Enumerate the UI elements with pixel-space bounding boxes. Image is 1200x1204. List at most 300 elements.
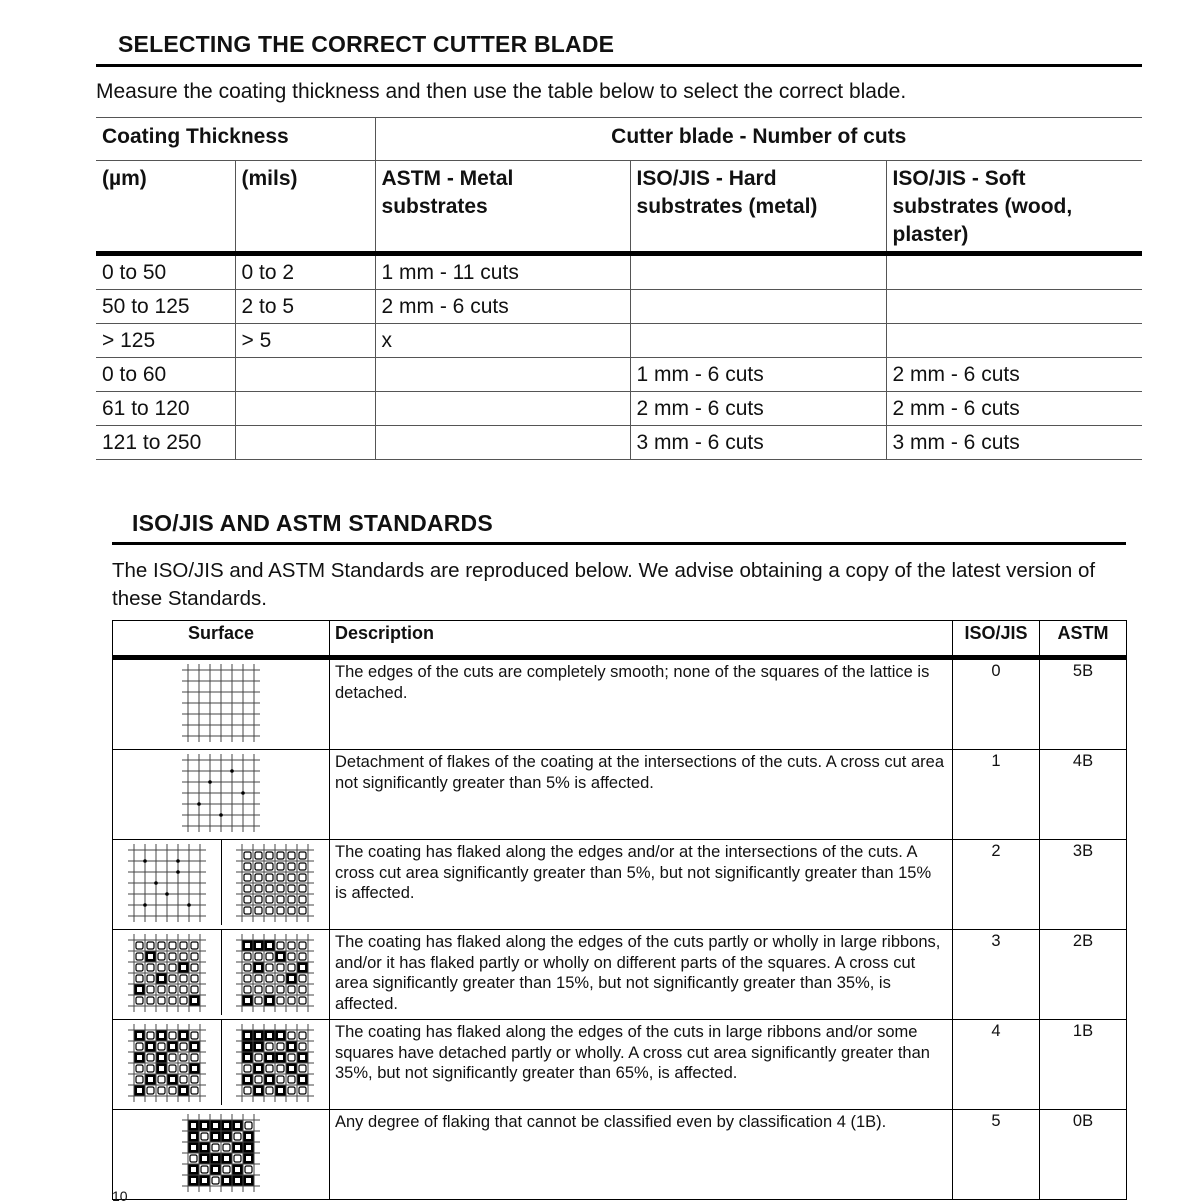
lattice-square	[169, 1054, 176, 1061]
lattice-square-remnant	[235, 1123, 240, 1128]
blade-table-header-row-1	[96, 118, 1142, 161]
lattice-square	[244, 964, 251, 971]
lattice-square-remnant	[256, 1044, 261, 1049]
lattice-intersection-flake	[143, 859, 147, 863]
lattice-square-remnant	[191, 1134, 196, 1139]
lattice-square	[288, 896, 295, 903]
cell-iso-soft	[886, 324, 1142, 358]
lattice-square	[244, 863, 251, 870]
cell-mils	[235, 358, 375, 392]
lattice-square	[299, 1065, 306, 1072]
lattice-intersection-flake	[208, 780, 212, 784]
lattice-square-remnant	[137, 1055, 142, 1060]
iso-cell: 0	[953, 658, 1040, 750]
lattice-square	[180, 953, 187, 960]
cell-iso-hard: 3 mm - 6 cuts	[630, 426, 886, 460]
lattice-square	[158, 986, 165, 993]
lattice-square	[223, 1166, 230, 1173]
lattice-square	[147, 1032, 154, 1039]
header-astm-metal: ASTM - Metal substrates	[375, 161, 630, 254]
cell-iso-soft: 2 mm - 6 cuts	[886, 358, 1142, 392]
lattice-square	[299, 896, 306, 903]
description-cell: Any degree of flaking that cannot be classified even by classification 4 (1B).	[330, 1110, 953, 1200]
lattice-square-remnant	[213, 1134, 218, 1139]
header-astm: ASTM	[1040, 621, 1127, 658]
lattice-intersection-flake	[143, 903, 147, 907]
lattice-square-remnant	[137, 1033, 142, 1038]
lattice-square	[191, 964, 198, 971]
cell-astm: 2 mm - 6 cuts	[375, 290, 630, 324]
cell-mils	[235, 392, 375, 426]
surface-cell	[113, 750, 330, 840]
lattice-square	[136, 1043, 143, 1050]
description-cell: Detachment of flakes of the coating at the intersections of the cuts. A cross cut area not significantly greater than 5% is affected.	[330, 750, 953, 840]
lattice-square-remnant	[170, 1077, 175, 1082]
lattice-square-remnant	[256, 1033, 261, 1038]
lattice-square	[288, 1032, 295, 1039]
header-cutter-blade: Cutter blade - Number of cuts	[375, 118, 1142, 161]
lattice-square-remnant	[213, 1156, 218, 1161]
table-row	[113, 750, 1127, 840]
standards-table	[112, 620, 1127, 1200]
lattice-square	[277, 975, 284, 982]
lattice-square-remnant	[245, 943, 250, 948]
astm-cell: 4B	[1040, 750, 1127, 840]
lattice-square	[245, 1166, 252, 1173]
lattice-square	[244, 953, 251, 960]
header-iso-hard: ISO/JIS - Hard substrates (metal)	[630, 161, 886, 254]
table-row	[96, 426, 1142, 460]
lattice-square-remnant	[300, 965, 305, 970]
lattice-square	[169, 975, 176, 982]
lattice-heavy-flaking-image	[127, 1023, 207, 1103]
lattice-intersection-flake	[176, 859, 180, 863]
lattice-square-remnant	[224, 1178, 229, 1183]
lattice-square	[299, 975, 306, 982]
lattice-square	[266, 896, 273, 903]
lattice-square	[147, 997, 154, 1004]
lattice-square-remnant	[278, 1033, 283, 1038]
lattice-square-remnant	[191, 1123, 196, 1128]
blade-intro-text: Measure the coating thickness and then use the table below to select the correct blade.	[96, 80, 907, 103]
lattice-ribbon-flaking-image	[127, 933, 207, 1013]
lattice-square	[288, 852, 295, 859]
lattice-light-flaking-image	[127, 843, 207, 923]
lattice-square-remnant	[245, 1077, 250, 1082]
lattice-square	[136, 1076, 143, 1083]
lattice-square	[255, 852, 262, 859]
lattice-square-remnant	[246, 1178, 251, 1183]
lattice-square	[277, 852, 284, 859]
lattice-square	[136, 997, 143, 1004]
lattice-square-remnant	[148, 1044, 153, 1049]
lattice-square-remnant	[202, 1123, 207, 1128]
description-cell: The coating has flaked along the edges and/or at the intersections of the cuts. A cross cut area significantly greater than 5%, but not significantly greater than 15% is affected.	[330, 840, 953, 930]
lattice-square	[288, 942, 295, 949]
cell-um: 121 to 250	[96, 426, 235, 460]
lattice-square-remnant	[202, 1178, 207, 1183]
lattice-square-remnant	[192, 998, 197, 1003]
iso-cell: 4	[953, 1020, 1040, 1110]
cell-astm: x	[375, 324, 630, 358]
header-coating-thickness: Coating Thickness	[96, 118, 375, 161]
lattice-square	[299, 885, 306, 892]
cell-iso-hard	[630, 254, 886, 290]
lattice-square	[201, 1133, 208, 1140]
lattice-square	[147, 964, 154, 971]
lattice-square-remnant	[191, 1167, 196, 1172]
lattice-square	[169, 997, 176, 1004]
lattice-square	[158, 1043, 165, 1050]
lattice-square	[277, 863, 284, 870]
standards-intro-text: The ISO/JIS and ASTM Standards are reproduced below. We advise obtaining a copy of the latest version of these Standards.	[112, 559, 1096, 610]
lattice-square	[136, 953, 143, 960]
lattice-total-flaking-image	[181, 1113, 261, 1193]
lattice-square	[266, 863, 273, 870]
lattice-square	[299, 986, 306, 993]
standards-header-row	[113, 621, 1127, 658]
lattice-square	[299, 1087, 306, 1094]
header-iso-jis: ISO/JIS	[953, 621, 1040, 658]
lattice-square-remnant	[181, 965, 186, 970]
lattice-square	[136, 975, 143, 982]
lattice-square	[255, 1054, 262, 1061]
lattice-square-remnant	[170, 1044, 175, 1049]
lattice-intersection-flake	[154, 881, 158, 885]
lattice-square	[277, 1043, 284, 1050]
lattice-square	[180, 975, 187, 982]
lattice-square	[288, 986, 295, 993]
cell-astm	[375, 392, 630, 426]
table-row	[96, 290, 1142, 324]
table-row	[113, 930, 1127, 1020]
iso-cell: 3	[953, 930, 1040, 1020]
lattice-square	[191, 1032, 198, 1039]
lattice-square	[299, 874, 306, 881]
astm-cell: 3B	[1040, 840, 1127, 930]
lattice-square-remnant	[289, 1066, 294, 1071]
lattice-square-remnant	[300, 1055, 305, 1060]
astm-cell: 2B	[1040, 930, 1127, 1020]
lattice-intersection-flake	[241, 791, 245, 795]
blade-title-rule	[96, 64, 1142, 67]
lattice-square	[288, 953, 295, 960]
lattice-square	[299, 863, 306, 870]
lattice-partial-detach-image	[235, 933, 315, 1013]
lattice-square	[244, 907, 251, 914]
header-surface: Surface	[113, 621, 330, 658]
lattice-square	[191, 1076, 198, 1083]
lattice-square	[288, 907, 295, 914]
lattice-square-remnant	[245, 998, 250, 1003]
lattice-intersection-flake	[219, 813, 223, 817]
lattice-square	[277, 874, 284, 881]
page-number: 10	[112, 1188, 128, 1204]
lattice-square	[266, 1087, 273, 1094]
cell-iso-hard	[630, 324, 886, 358]
lattice-square	[147, 975, 154, 982]
cell-iso-hard: 1 mm - 6 cuts	[630, 358, 886, 392]
blade-section-title: SELECTING THE CORRECT CUTTER BLADE	[118, 31, 615, 57]
header-description: Description	[330, 621, 953, 658]
astm-cell: 5B	[1040, 658, 1127, 750]
cell-mils: > 5	[235, 324, 375, 358]
lattice-square-remnant	[289, 1044, 294, 1049]
header-iso-soft: ISO/JIS - Soft substrates (wood, plaster)	[886, 161, 1142, 254]
lattice-square-remnant	[202, 1156, 207, 1161]
lattice-square	[169, 942, 176, 949]
lattice-square-remnant	[245, 1033, 250, 1038]
lattice-square	[180, 986, 187, 993]
lattice-square	[299, 852, 306, 859]
lattice-square	[299, 942, 306, 949]
lattice-square-remnant	[246, 1145, 251, 1150]
lattice-square-remnant	[267, 998, 272, 1003]
lattice-square	[212, 1177, 219, 1184]
lattice-square	[266, 1043, 273, 1050]
lattice-square	[299, 1032, 306, 1039]
lattice-square	[277, 1065, 284, 1072]
lattice-square	[169, 1032, 176, 1039]
description-cell: The edges of the cuts are completely smooth; none of the squares of the lattice is detached.	[330, 658, 953, 750]
lattice-square	[234, 1155, 241, 1162]
table-row	[96, 358, 1142, 392]
lattice-square	[288, 863, 295, 870]
cell-iso-soft: 2 mm - 6 cuts	[886, 392, 1142, 426]
lattice-square-remnant	[278, 1088, 283, 1093]
cell-um: 0 to 50	[96, 254, 235, 290]
lattice-square	[288, 1087, 295, 1094]
lattice-square	[147, 1065, 154, 1072]
lattice-square	[180, 1076, 187, 1083]
lattice-intersection-flake	[165, 892, 169, 896]
lattice-square	[299, 907, 306, 914]
lattice-intersection-flake	[197, 802, 201, 806]
lattice-square	[169, 986, 176, 993]
table-row	[96, 392, 1142, 426]
lattice-intersection-flake	[176, 870, 180, 874]
lattice-square-remnant	[235, 1178, 240, 1183]
lattice-square	[180, 1054, 187, 1061]
lattice-intact-image	[181, 663, 261, 743]
lattice-square	[288, 997, 295, 1004]
lattice-square-remnant	[191, 1145, 196, 1150]
lattice-square	[158, 964, 165, 971]
lattice-square-remnant	[137, 1088, 142, 1093]
lattice-square	[266, 907, 273, 914]
lattice-square	[191, 986, 198, 993]
lattice-square-remnant	[191, 1178, 196, 1183]
lattice-square	[266, 885, 273, 892]
standards-section-title: ISO/JIS AND ASTM STANDARDS	[132, 510, 493, 536]
lattice-square	[223, 1144, 230, 1151]
lattice-square	[147, 1087, 154, 1094]
lattice-square	[244, 896, 251, 903]
lattice-square-remnant	[148, 1077, 153, 1082]
cell-iso-soft	[886, 254, 1142, 290]
lattice-square-remnant	[159, 1055, 164, 1060]
lattice-square	[255, 874, 262, 881]
lattice-square	[191, 942, 198, 949]
lattice-square-remnant	[192, 1044, 197, 1049]
lattice-square	[255, 953, 262, 960]
lattice-square	[288, 885, 295, 892]
lattice-square	[190, 1155, 197, 1162]
lattice-square	[147, 986, 154, 993]
lattice-square	[288, 1076, 295, 1083]
lattice-square	[244, 975, 251, 982]
lattice-square	[288, 874, 295, 881]
lattice-square	[191, 1054, 198, 1061]
lattice-square	[266, 874, 273, 881]
lattice-square-remnant	[300, 1077, 305, 1082]
lattice-square	[244, 874, 251, 881]
cell-mils: 2 to 5	[235, 290, 375, 324]
lattice-square	[288, 1054, 295, 1061]
surface-cell	[113, 658, 330, 750]
header-mils: (mils)	[235, 161, 375, 254]
description-cell: The coating has flaked along the edges of the cuts in large ribbons and/or some squares have detached partly or wholly. A cross cut area significantly greater than 35%, but not significantly greater than 65%, is affected.	[330, 1020, 953, 1110]
surface-cell	[113, 930, 330, 1020]
lattice-square	[147, 942, 154, 949]
cell-um: 61 to 120	[96, 392, 235, 426]
surface-cell	[113, 840, 330, 930]
iso-cell: 2	[953, 840, 1040, 930]
cell-astm	[375, 426, 630, 460]
lattice-square	[299, 1043, 306, 1050]
lattice-square-remnant	[213, 1167, 218, 1172]
surface-cell	[113, 1110, 330, 1200]
lattice-square	[169, 1065, 176, 1072]
lattice-square	[277, 885, 284, 892]
cell-iso-hard	[630, 290, 886, 324]
cell-iso-soft	[886, 290, 1142, 324]
cell-um: 0 to 60	[96, 358, 235, 392]
lattice-square-remnant	[192, 1066, 197, 1071]
lattice-square-remnant	[235, 1145, 240, 1150]
lattice-square	[266, 964, 273, 971]
table-row	[113, 1110, 1127, 1200]
astm-cell: 0B	[1040, 1110, 1127, 1200]
lattice-square	[277, 997, 284, 1004]
lattice-square-remnant	[267, 1077, 272, 1082]
lattice-square-remnant	[224, 1134, 229, 1139]
table-row	[96, 254, 1142, 290]
lattice-square-remnant	[181, 1088, 186, 1093]
lattice-square	[255, 1076, 262, 1083]
lattice-square-remnant	[267, 1033, 272, 1038]
cell-mils	[235, 426, 375, 460]
lattice-square	[266, 953, 273, 960]
lattice-square	[277, 907, 284, 914]
surface-cell	[113, 1020, 330, 1110]
lattice-square-remnant	[159, 976, 164, 981]
lattice-edge-flaking-image	[235, 843, 315, 923]
lattice-square	[180, 997, 187, 1004]
lattice-square	[244, 986, 251, 993]
lattice-square-remnant	[137, 987, 142, 992]
lattice-square-remnant	[224, 1123, 229, 1128]
lattice-square-remnant	[278, 1055, 283, 1060]
lattice-square	[266, 852, 273, 859]
lattice-square	[255, 997, 262, 1004]
cell-um: 50 to 125	[96, 290, 235, 324]
lattice-square	[136, 1065, 143, 1072]
lattice-square	[158, 1076, 165, 1083]
lattice-square-remnant	[246, 1134, 251, 1139]
cutter-blade-table	[96, 117, 1142, 460]
lattice-square	[191, 1087, 198, 1094]
lattice-square	[255, 986, 262, 993]
lattice-square-remnant	[256, 965, 261, 970]
lattice-square	[158, 942, 165, 949]
lattice-square	[201, 1166, 208, 1173]
lattice-square	[191, 975, 198, 982]
lattice-heavy-detach-image	[235, 1023, 315, 1103]
lattice-intersection-flake	[230, 769, 234, 773]
lattice-square-remnant	[159, 1033, 164, 1038]
lattice-square-remnant	[159, 1066, 164, 1071]
lattice-square	[255, 885, 262, 892]
table-row	[113, 840, 1127, 930]
lattice-square	[277, 986, 284, 993]
header-um: (µm)	[96, 161, 235, 254]
lattice-square	[180, 1043, 187, 1050]
lattice-square-remnant	[246, 1156, 251, 1161]
lattice-square	[255, 975, 262, 982]
lattice-square	[266, 1065, 273, 1072]
lattice-square	[266, 975, 273, 982]
lattice-square-remnant	[202, 1145, 207, 1150]
lattice-square	[288, 964, 295, 971]
lattice-square-remnant	[256, 1088, 261, 1093]
lattice-square	[158, 953, 165, 960]
lattice-square-remnant	[267, 943, 272, 948]
lattice-square-remnant	[289, 976, 294, 981]
lattice-square	[234, 1133, 241, 1140]
lattice-square	[277, 964, 284, 971]
iso-cell: 1	[953, 750, 1040, 840]
lattice-square-remnant	[245, 1044, 250, 1049]
iso-cell: 5	[953, 1110, 1040, 1200]
cell-iso-hard: 2 mm - 6 cuts	[630, 392, 886, 426]
lattice-square	[299, 997, 306, 1004]
lattice-square-remnant	[256, 1066, 261, 1071]
lattice-square	[277, 942, 284, 949]
lattice-square	[255, 907, 262, 914]
lattice-square	[244, 1065, 251, 1072]
lattice-square	[169, 964, 176, 971]
lattice-square-remnant	[256, 943, 261, 948]
lattice-square-remnant	[224, 1156, 229, 1161]
lattice-square	[299, 953, 306, 960]
lattice-square-remnant	[278, 954, 283, 959]
lattice-square	[277, 896, 284, 903]
astm-cell: 1B	[1040, 1020, 1127, 1110]
lattice-square	[244, 1087, 251, 1094]
lattice-square	[255, 863, 262, 870]
lattice-square	[266, 986, 273, 993]
standards-title-rule	[112, 542, 1126, 545]
lattice-square	[277, 1076, 284, 1083]
lattice-square	[244, 885, 251, 892]
blade-table-header-row-2	[96, 161, 1142, 254]
lattice-square	[158, 997, 165, 1004]
lattice-square	[245, 1122, 252, 1129]
lattice-square	[158, 1087, 165, 1094]
cell-um: > 125	[96, 324, 235, 358]
lattice-square	[147, 1054, 154, 1061]
